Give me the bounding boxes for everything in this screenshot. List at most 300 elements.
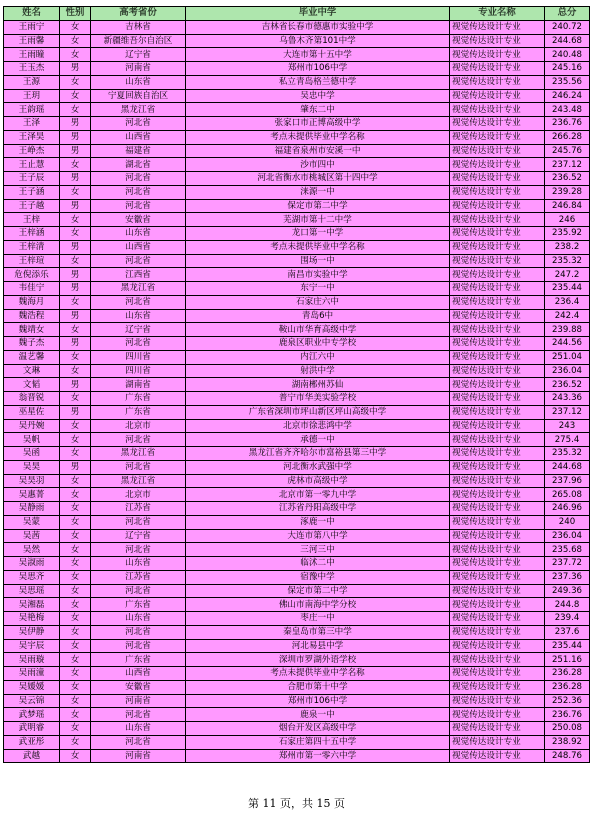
- table-body: [4, 20, 590, 763]
- cell-name: 吴函: [4, 447, 60, 461]
- cell-province: 河北省: [91, 185, 186, 199]
- table-row: [4, 130, 590, 144]
- cell-score: 244.8: [545, 598, 590, 612]
- cell-school: 考点未提供毕业中学名称: [186, 667, 450, 681]
- cell-school: 芜湖市第十二中学: [186, 213, 450, 227]
- cell-province: 河北省: [91, 295, 186, 309]
- cell-province: 河北省: [91, 433, 186, 447]
- cell-name: 吴艳梅: [4, 612, 60, 626]
- cell-score: 235.32: [545, 447, 590, 461]
- cell-province: 新疆维吾尔自治区: [91, 34, 186, 48]
- table-row: [4, 653, 590, 667]
- cell-province: 广东省: [91, 598, 186, 612]
- cell-score: 242.4: [545, 309, 590, 323]
- table-row: [4, 419, 590, 433]
- cell-school: 围场一中: [186, 254, 450, 268]
- cell-score: 251.04: [545, 350, 590, 364]
- cell-school: 射洪中学: [186, 364, 450, 378]
- cell-name: 吴媛媛: [4, 680, 60, 694]
- cell-school: 东宁一中: [186, 282, 450, 296]
- cell-school: 郑州市106中学: [186, 694, 450, 708]
- table-row: [4, 612, 590, 626]
- admission-table: [3, 6, 590, 763]
- cell-province: 宁夏回族自治区: [91, 89, 186, 103]
- table-row: [4, 515, 590, 529]
- cell-score: 235.56: [545, 75, 590, 89]
- cell-name: 武越: [4, 749, 60, 763]
- cell-gender: 女: [60, 254, 91, 268]
- cell-school: 吉林省长春市德惠市实验中学: [186, 20, 450, 34]
- cell-school: 江苏省丹阳高级中学: [186, 502, 450, 516]
- cell-major: 视觉传达设计专业: [450, 722, 545, 736]
- cell-score: 237.12: [545, 158, 590, 172]
- cell-gender: 女: [60, 612, 91, 626]
- cell-name: 王子辰: [4, 172, 60, 186]
- cell-school: 乌鲁木齐第101中学: [186, 34, 450, 48]
- cell-province: 福建省: [91, 144, 186, 158]
- cell-school: 烟台开发区高级中学: [186, 722, 450, 736]
- cell-major: 视觉传达设计专业: [450, 282, 545, 296]
- cell-gender: 女: [60, 708, 91, 722]
- cell-gender: 女: [60, 735, 91, 749]
- table-row: [4, 405, 590, 419]
- cell-major: 视觉传达设计专业: [450, 392, 545, 406]
- cell-school: 北京市第一零九中学: [186, 488, 450, 502]
- cell-score: 235.44: [545, 639, 590, 653]
- cell-province: 江苏省: [91, 502, 186, 516]
- table-row: [4, 557, 590, 571]
- cell-school: 黑龙江省齐齐哈尔市富裕县第三中学: [186, 447, 450, 461]
- cell-score: 244.56: [545, 337, 590, 351]
- cell-gender: 女: [60, 680, 91, 694]
- cell-score: 235.44: [545, 282, 590, 296]
- cell-name: 魏靖女: [4, 323, 60, 337]
- cell-school: 枣庄一中: [186, 612, 450, 626]
- cell-name: 王雨瞳: [4, 48, 60, 62]
- cell-major: 视觉传达设计专业: [450, 240, 545, 254]
- cell-province: 山东省: [91, 612, 186, 626]
- cell-major: 视觉传达设计专业: [450, 447, 545, 461]
- cell-province: 河北省: [91, 543, 186, 557]
- table-row: [4, 48, 590, 62]
- cell-province: 黑龙江省: [91, 474, 186, 488]
- cell-province: 山东省: [91, 227, 186, 241]
- cell-score: 236.4: [545, 295, 590, 309]
- cell-score: 237.12: [545, 405, 590, 419]
- cell-school: 保定市第二中学: [186, 199, 450, 213]
- cell-gender: 女: [60, 34, 91, 48]
- table-row: [4, 680, 590, 694]
- cell-score: 246.84: [545, 199, 590, 213]
- cell-gender: 男: [60, 378, 91, 392]
- cell-province: 山西省: [91, 667, 186, 681]
- table-row: [4, 227, 590, 241]
- table-row: [4, 639, 590, 653]
- cell-name: 吴思瑶: [4, 584, 60, 598]
- cell-gender: 男: [60, 240, 91, 254]
- cell-name: 吴惠菁: [4, 488, 60, 502]
- cell-name: 吴云锦: [4, 694, 60, 708]
- cell-school: 湖南郴州苏仙: [186, 378, 450, 392]
- cell-school: 南昌市实验中学: [186, 268, 450, 282]
- cell-score: 244.68: [545, 34, 590, 48]
- table-row: [4, 75, 590, 89]
- cell-score: 248.76: [545, 749, 590, 763]
- table-row: [4, 337, 590, 351]
- table-row: [4, 268, 590, 282]
- cell-gender: 男: [60, 309, 91, 323]
- cell-score: 236.52: [545, 172, 590, 186]
- table-row: [4, 749, 590, 763]
- table-row: [4, 474, 590, 488]
- cell-name: 吴宇辰: [4, 639, 60, 653]
- cell-school: 合肥市第十中学: [186, 680, 450, 694]
- table-row: [4, 282, 590, 296]
- cell-major: 视觉传达设计专业: [450, 584, 545, 598]
- cell-major: 视觉传达设计专业: [450, 268, 545, 282]
- cell-gender: 女: [60, 103, 91, 117]
- table-row: [4, 89, 590, 103]
- cell-province: 四川省: [91, 350, 186, 364]
- table-row: [4, 570, 590, 584]
- cell-gender: 女: [60, 694, 91, 708]
- cell-major: 视觉传达设计专业: [450, 337, 545, 351]
- table-row: [4, 722, 590, 736]
- cell-gender: 男: [60, 199, 91, 213]
- cell-major: 视觉传达设计专业: [450, 89, 545, 103]
- table-row: [4, 364, 590, 378]
- cell-province: 湖北省: [91, 158, 186, 172]
- cell-major: 视觉传达设计专业: [450, 227, 545, 241]
- cell-name: 巫星佐: [4, 405, 60, 419]
- cell-school: 鹿泉一中: [186, 708, 450, 722]
- cell-gender: 女: [60, 419, 91, 433]
- table-row: [4, 20, 590, 34]
- cell-major: 视觉传达设计专业: [450, 612, 545, 626]
- table-row: [4, 502, 590, 516]
- cell-major: 视觉传达设计专业: [450, 529, 545, 543]
- cell-score: 250.08: [545, 722, 590, 736]
- cell-major: 视觉传达设计专业: [450, 130, 545, 144]
- cell-name: 武亚彤: [4, 735, 60, 749]
- cell-score: 238.2: [545, 240, 590, 254]
- page-number-footer: 第 11 页，共 15 页: [248, 797, 345, 810]
- cell-province: 山西省: [91, 130, 186, 144]
- cell-province: 河北省: [91, 172, 186, 186]
- cell-school: 张家口市正博高级中学: [186, 117, 450, 131]
- cell-score: 236.04: [545, 364, 590, 378]
- cell-province: 广东省: [91, 653, 186, 667]
- cell-score: 252.36: [545, 694, 590, 708]
- cell-gender: 男: [60, 172, 91, 186]
- cell-major: 视觉传达设计专业: [450, 323, 545, 337]
- cell-major: 视觉传达设计专业: [450, 557, 545, 571]
- cell-school: 广东省深圳市坪山新区坪山高级中学: [186, 405, 450, 419]
- table-row: [4, 708, 590, 722]
- table-row: [4, 543, 590, 557]
- cell-province: 河北省: [91, 708, 186, 722]
- cell-school: 石家庄第四十五中学: [186, 735, 450, 749]
- cell-gender: 女: [60, 653, 91, 667]
- cell-name: 吴湘磊: [4, 598, 60, 612]
- cell-school: 涿鹿一中: [186, 515, 450, 529]
- cell-province: 山东省: [91, 557, 186, 571]
- cell-gender: 男: [60, 117, 91, 131]
- cell-province: 山西省: [91, 240, 186, 254]
- cell-major: 视觉传达设计专业: [450, 460, 545, 474]
- table-row: [4, 103, 590, 117]
- cell-school: 考点未提供毕业中学名称: [186, 130, 450, 144]
- cell-name: 王泽: [4, 117, 60, 131]
- cell-major: 视觉传达设计专业: [450, 20, 545, 34]
- cell-major: 视觉传达设计专业: [450, 378, 545, 392]
- cell-gender: 女: [60, 557, 91, 571]
- cell-score: 236.28: [545, 680, 590, 694]
- cell-score: 275.4: [545, 433, 590, 447]
- cell-gender: 女: [60, 543, 91, 557]
- cell-province: 河北省: [91, 625, 186, 639]
- cell-gender: 女: [60, 158, 91, 172]
- cell-school: 郑州市第一零六中学: [186, 749, 450, 763]
- cell-major: 视觉传达设计专业: [450, 185, 545, 199]
- cell-province: 河南省: [91, 694, 186, 708]
- table-row: [4, 185, 590, 199]
- cell-name: 吴茜: [4, 529, 60, 543]
- cell-major: 视觉传达设计专业: [450, 48, 545, 62]
- cell-gender: 男: [60, 405, 91, 419]
- cell-school: 鹿泉区职业中专学校: [186, 337, 450, 351]
- cell-score: 236.28: [545, 667, 590, 681]
- cell-score: 239.88: [545, 323, 590, 337]
- cell-gender: 男: [60, 144, 91, 158]
- table-row: [4, 295, 590, 309]
- cell-major: 视觉传达设计专业: [450, 667, 545, 681]
- cell-score: 236.04: [545, 529, 590, 543]
- cell-major: 视觉传达设计专业: [450, 639, 545, 653]
- cell-gender: 女: [60, 488, 91, 502]
- cell-school: 私立青岛格兰德中学: [186, 75, 450, 89]
- cell-province: 河北省: [91, 337, 186, 351]
- cell-name: 王雨宁: [4, 20, 60, 34]
- cell-name: 王韵瑶: [4, 103, 60, 117]
- cell-province: 河北省: [91, 199, 186, 213]
- cell-province: 四川省: [91, 364, 186, 378]
- cell-name: 吴伊静: [4, 625, 60, 639]
- table-row: [4, 34, 590, 48]
- cell-province: 河南省: [91, 749, 186, 763]
- cell-name: 王子涵: [4, 185, 60, 199]
- cell-name: 王峥杰: [4, 144, 60, 158]
- cell-score: 239.28: [545, 185, 590, 199]
- cell-name: 王源: [4, 75, 60, 89]
- cell-score: 265.08: [545, 488, 590, 502]
- cell-name: 吴思齐: [4, 570, 60, 584]
- cell-major: 视觉传达设计专业: [450, 749, 545, 763]
- cell-province: 河北省: [91, 254, 186, 268]
- cell-major: 视觉传达设计专业: [450, 543, 545, 557]
- cell-school: 福建省泉州市安溪一中: [186, 144, 450, 158]
- table-row: [4, 117, 590, 131]
- cell-school: 河北易县中学: [186, 639, 450, 653]
- cell-province: 黑龙江省: [91, 103, 186, 117]
- cell-school: 沙市四中: [186, 158, 450, 172]
- cell-score: 236.52: [545, 378, 590, 392]
- cell-school: 宿豫中学: [186, 570, 450, 584]
- cell-score: 237.6: [545, 625, 590, 639]
- table-row: [4, 584, 590, 598]
- cell-score: 245.76: [545, 144, 590, 158]
- header-score: 总分: [545, 7, 590, 21]
- cell-name: 文琳: [4, 364, 60, 378]
- cell-major: 视觉传达设计专业: [450, 172, 545, 186]
- cell-score: 245.16: [545, 62, 590, 76]
- header-major: 专业名称: [450, 7, 545, 21]
- cell-province: 河北省: [91, 639, 186, 653]
- cell-province: 山东省: [91, 309, 186, 323]
- cell-major: 视觉传达设计专业: [450, 625, 545, 639]
- table-row: [4, 323, 590, 337]
- cell-name: 武明睿: [4, 722, 60, 736]
- cell-province: 黑龙江省: [91, 447, 186, 461]
- table-row: [4, 598, 590, 612]
- header-school: 毕业中学: [186, 7, 450, 21]
- cell-name: 王玥: [4, 89, 60, 103]
- cell-score: 237.72: [545, 557, 590, 571]
- cell-gender: 男: [60, 282, 91, 296]
- cell-score: 243: [545, 419, 590, 433]
- cell-major: 视觉传达设计专业: [450, 488, 545, 502]
- table-row: [4, 378, 590, 392]
- cell-name: 王梓瑄: [4, 254, 60, 268]
- cell-gender: 女: [60, 667, 91, 681]
- cell-name: 王梓涵: [4, 227, 60, 241]
- cell-province: 安徽省: [91, 680, 186, 694]
- table-row: [4, 62, 590, 76]
- cell-gender: 女: [60, 433, 91, 447]
- cell-major: 视觉传达设计专业: [450, 502, 545, 516]
- cell-school: 北京市徐悲鸿中学: [186, 419, 450, 433]
- cell-gender: 男: [60, 337, 91, 351]
- cell-major: 视觉传达设计专业: [450, 199, 545, 213]
- cell-province: 山东省: [91, 722, 186, 736]
- cell-gender: 男: [60, 268, 91, 282]
- table-row: [4, 309, 590, 323]
- cell-major: 视觉传达设计专业: [450, 419, 545, 433]
- table-row: [4, 144, 590, 158]
- cell-school: 石家庄六中: [186, 295, 450, 309]
- cell-major: 视觉传达设计专业: [450, 653, 545, 667]
- cell-school: 郑州市106中学: [186, 62, 450, 76]
- cell-province: 河北省: [91, 460, 186, 474]
- cell-province: 河南省: [91, 62, 186, 76]
- cell-name: 吴昊羽: [4, 474, 60, 488]
- cell-school: 秦皇岛市第三中学: [186, 625, 450, 639]
- cell-gender: 女: [60, 639, 91, 653]
- cell-gender: 女: [60, 48, 91, 62]
- cell-score: 236.76: [545, 117, 590, 131]
- cell-major: 视觉传达设计专业: [450, 474, 545, 488]
- cell-province: 河北省: [91, 117, 186, 131]
- cell-gender: 女: [60, 350, 91, 364]
- cell-score: 239.4: [545, 612, 590, 626]
- table-row: [4, 735, 590, 749]
- cell-province: 河北省: [91, 515, 186, 529]
- cell-score: 240: [545, 515, 590, 529]
- header-name: 姓名: [4, 7, 60, 21]
- cell-gender: 女: [60, 213, 91, 227]
- cell-name: 魏海月: [4, 295, 60, 309]
- cell-school: 考点未提供毕业中学名称: [186, 240, 450, 254]
- cell-school: 临沭二中: [186, 557, 450, 571]
- cell-gender: 女: [60, 722, 91, 736]
- cell-gender: 女: [60, 502, 91, 516]
- cell-school: 保定市第二中学: [186, 584, 450, 598]
- cell-gender: 女: [60, 749, 91, 763]
- cell-province: 辽宁省: [91, 48, 186, 62]
- cell-gender: 女: [60, 474, 91, 488]
- cell-major: 视觉传达设计专业: [450, 405, 545, 419]
- cell-major: 视觉传达设计专业: [450, 570, 545, 584]
- cell-province: 湖南省: [91, 378, 186, 392]
- cell-score: 244.68: [545, 460, 590, 474]
- cell-score: 246: [545, 213, 590, 227]
- cell-province: 辽宁省: [91, 529, 186, 543]
- cell-gender: 女: [60, 515, 91, 529]
- cell-score: 240.72: [545, 20, 590, 34]
- table-row: [4, 392, 590, 406]
- cell-school: 承德一中: [186, 433, 450, 447]
- header-gender: 性别: [60, 7, 91, 21]
- cell-score: 238.92: [545, 735, 590, 749]
- table-row: [4, 625, 590, 639]
- cell-gender: 女: [60, 89, 91, 103]
- cell-gender: 男: [60, 460, 91, 474]
- table-row: [4, 460, 590, 474]
- table-row: [4, 158, 590, 172]
- cell-school: 吴忠中学: [186, 89, 450, 103]
- cell-province: 河北省: [91, 735, 186, 749]
- cell-score: 246.24: [545, 89, 590, 103]
- cell-major: 视觉传达设计专业: [450, 103, 545, 117]
- cell-province: 黑龙江省: [91, 282, 186, 296]
- cell-school: 佛山市南海中学分校: [186, 598, 450, 612]
- cell-major: 视觉传达设计专业: [450, 309, 545, 323]
- cell-school: 河北省衡水市桃城区第十四中学: [186, 172, 450, 186]
- cell-major: 视觉传达设计专业: [450, 34, 545, 48]
- cell-major: 视觉传达设计专业: [450, 158, 545, 172]
- cell-province: 河北省: [91, 584, 186, 598]
- cell-score: 243.36: [545, 392, 590, 406]
- cell-name: 危倪添乐: [4, 268, 60, 282]
- cell-name: 吴然: [4, 543, 60, 557]
- cell-province: 辽宁省: [91, 323, 186, 337]
- cell-province: 北京市: [91, 419, 186, 433]
- cell-school: 龙口第一中学: [186, 227, 450, 241]
- cell-gender: 女: [60, 584, 91, 598]
- table-row: [4, 254, 590, 268]
- cell-gender: 女: [60, 529, 91, 543]
- cell-name: 王止慧: [4, 158, 60, 172]
- cell-gender: 女: [60, 447, 91, 461]
- cell-major: 视觉传达设计专业: [450, 117, 545, 131]
- cell-name: 吴帆: [4, 433, 60, 447]
- cell-name: 王子越: [4, 199, 60, 213]
- cell-province: 山东省: [91, 75, 186, 89]
- cell-province: 安徽省: [91, 213, 186, 227]
- cell-school: 涞源一中: [186, 185, 450, 199]
- cell-score: 235.92: [545, 227, 590, 241]
- cell-name: 翁晋锐: [4, 392, 60, 406]
